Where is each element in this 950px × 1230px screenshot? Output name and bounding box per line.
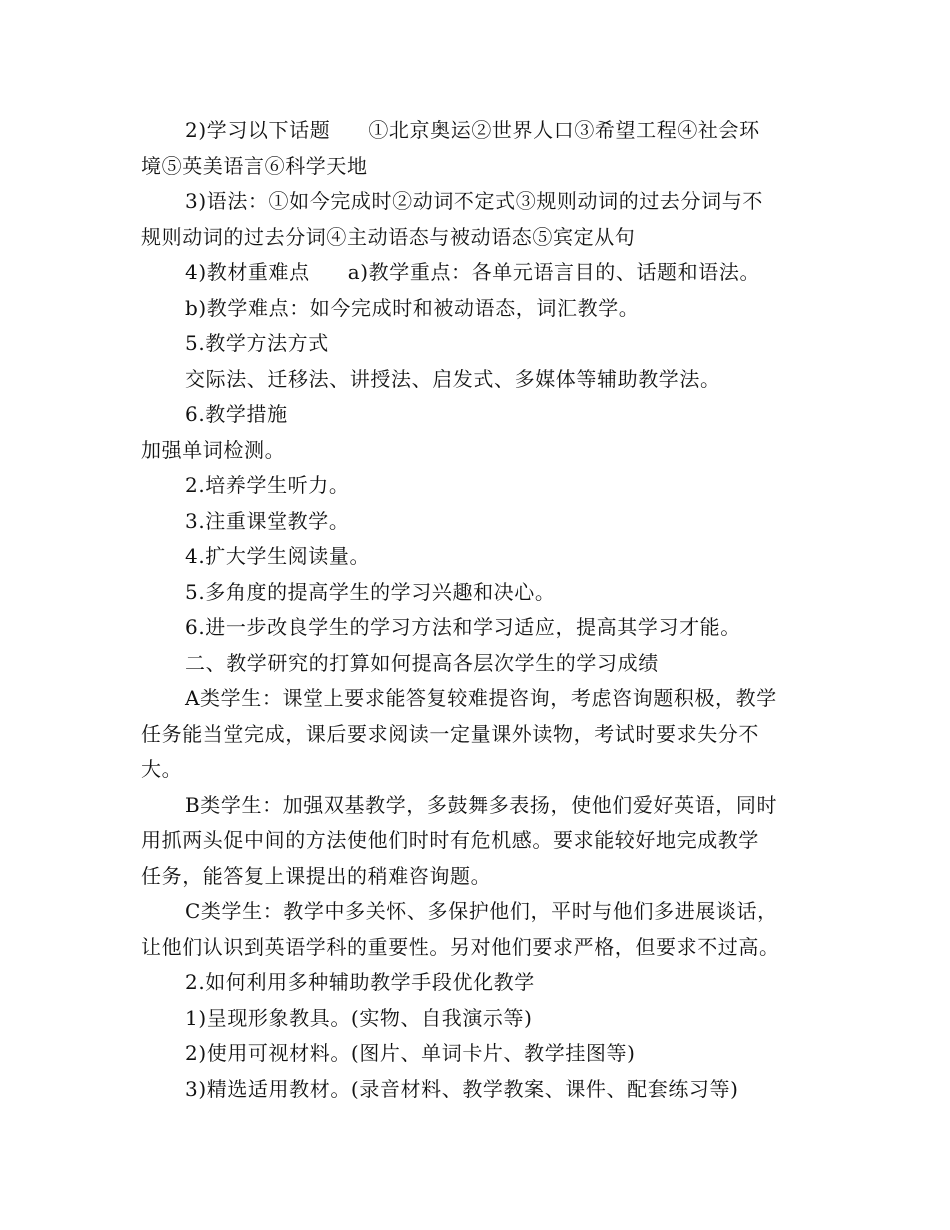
line-text: 4.扩大学生阅读量。 [185, 544, 371, 568]
text-line [141, 362, 821, 398]
line-text: 3)语法：①如今完成时②动词不定式③规则动词的过去分词与不 [185, 189, 763, 213]
text-line [141, 433, 821, 469]
text-line [141, 220, 821, 256]
line-text: 加强单词检测。 [141, 437, 286, 462]
line-text: 任务，能答复上课提出的稍难咨询题。 [141, 863, 492, 888]
text-line [141, 468, 821, 504]
text-line [141, 646, 821, 682]
line-text: 5.多角度的提高学生的学习兴趣和决心。 [185, 579, 556, 604]
text-line [141, 149, 821, 185]
line-text: 3)精选适用教材。(录音材料、教学教案、课件、配套练习等) [185, 1076, 739, 1101]
text-line [141, 184, 821, 220]
text-line [141, 965, 821, 1001]
line-text: 6.教学措施 [185, 402, 288, 426]
line-text: 6.进一步改良学生的学习方法和学习适应，提高其学习才能。 [185, 615, 741, 639]
line-text: 境⑤英美语言⑥科学天地 [141, 153, 368, 178]
text-line [141, 823, 821, 859]
text-line [141, 788, 821, 824]
line-text: B类学生：加强双基教学，多鼓舞多表扬，使他们爱好英语，同时 [185, 792, 778, 817]
text-line [141, 1072, 821, 1108]
text-line [141, 1036, 821, 1072]
line-text: C类学生：教学中多关怀、多保护他们，平时与他们多进展谈话， [185, 899, 778, 923]
text-line [141, 575, 821, 611]
line-text: 规则动词的过去分词④主动语态与被动语态⑤宾定从句 [141, 224, 636, 249]
line-text: 大。 [141, 757, 183, 781]
line-text: b)教学难点：如今完成时和被动语态，词汇教学。 [185, 295, 640, 320]
line-tail: ①北京奥运②世界人口③希望工程④社会环 [368, 118, 760, 142]
document-body [141, 113, 821, 1107]
line-text: 3.注重课堂教学。 [185, 508, 350, 533]
text-line [141, 397, 821, 433]
text-line [141, 610, 821, 646]
line-text: 交际法、迁移法、讲授法、启发式、多媒体等辅助教学法。 [185, 366, 721, 391]
text-line [141, 539, 821, 575]
line-text: 让他们认识到英语学科的重要性。另对他们要求严格，但要求不过高。 [141, 934, 780, 959]
text-line [141, 255, 821, 291]
line-text: 1)呈现形象教具。(实物、自我演示等) [185, 1005, 533, 1030]
text-line [141, 504, 821, 540]
line-text: 2.如何利用多种辅助教学手段优化教学 [185, 970, 535, 994]
line-text: 2)学习以下话题 [185, 118, 331, 142]
line-text: 任务能当堂完成，课后要求阅读一定量课外读物，考试时要求失分不 [141, 721, 759, 746]
line-text: 2.培养学生听力。 [185, 473, 350, 497]
line-text: A类学生：课堂上要求能答复较难提咨询，考虑咨询题积极，教学 [185, 686, 777, 710]
text-line [141, 752, 821, 788]
line-tail: a)教学重点：各单元语言目的、话题和语法。 [347, 260, 761, 284]
text-line [141, 894, 821, 930]
line-text: 5.教学方法方式 [185, 331, 329, 355]
text-line [141, 113, 821, 149]
line-text: 用抓两头促中间的方法使他们时时有危机感。要求能较好地完成教学 [141, 828, 759, 852]
text-line [141, 717, 821, 753]
text-line [141, 1001, 821, 1037]
text-line [141, 326, 821, 362]
text-line [141, 681, 821, 717]
line-text: 4)教材重难点 [185, 260, 310, 284]
line-text: 2)使用可视材料。(图片、单词卡片、教学挂图等) [185, 1041, 636, 1065]
line-text: 二、教学研究的打算如何提高各层次学生的学习成绩 [185, 650, 659, 675]
text-line [141, 930, 821, 966]
text-line [141, 291, 821, 327]
text-line [141, 859, 821, 895]
